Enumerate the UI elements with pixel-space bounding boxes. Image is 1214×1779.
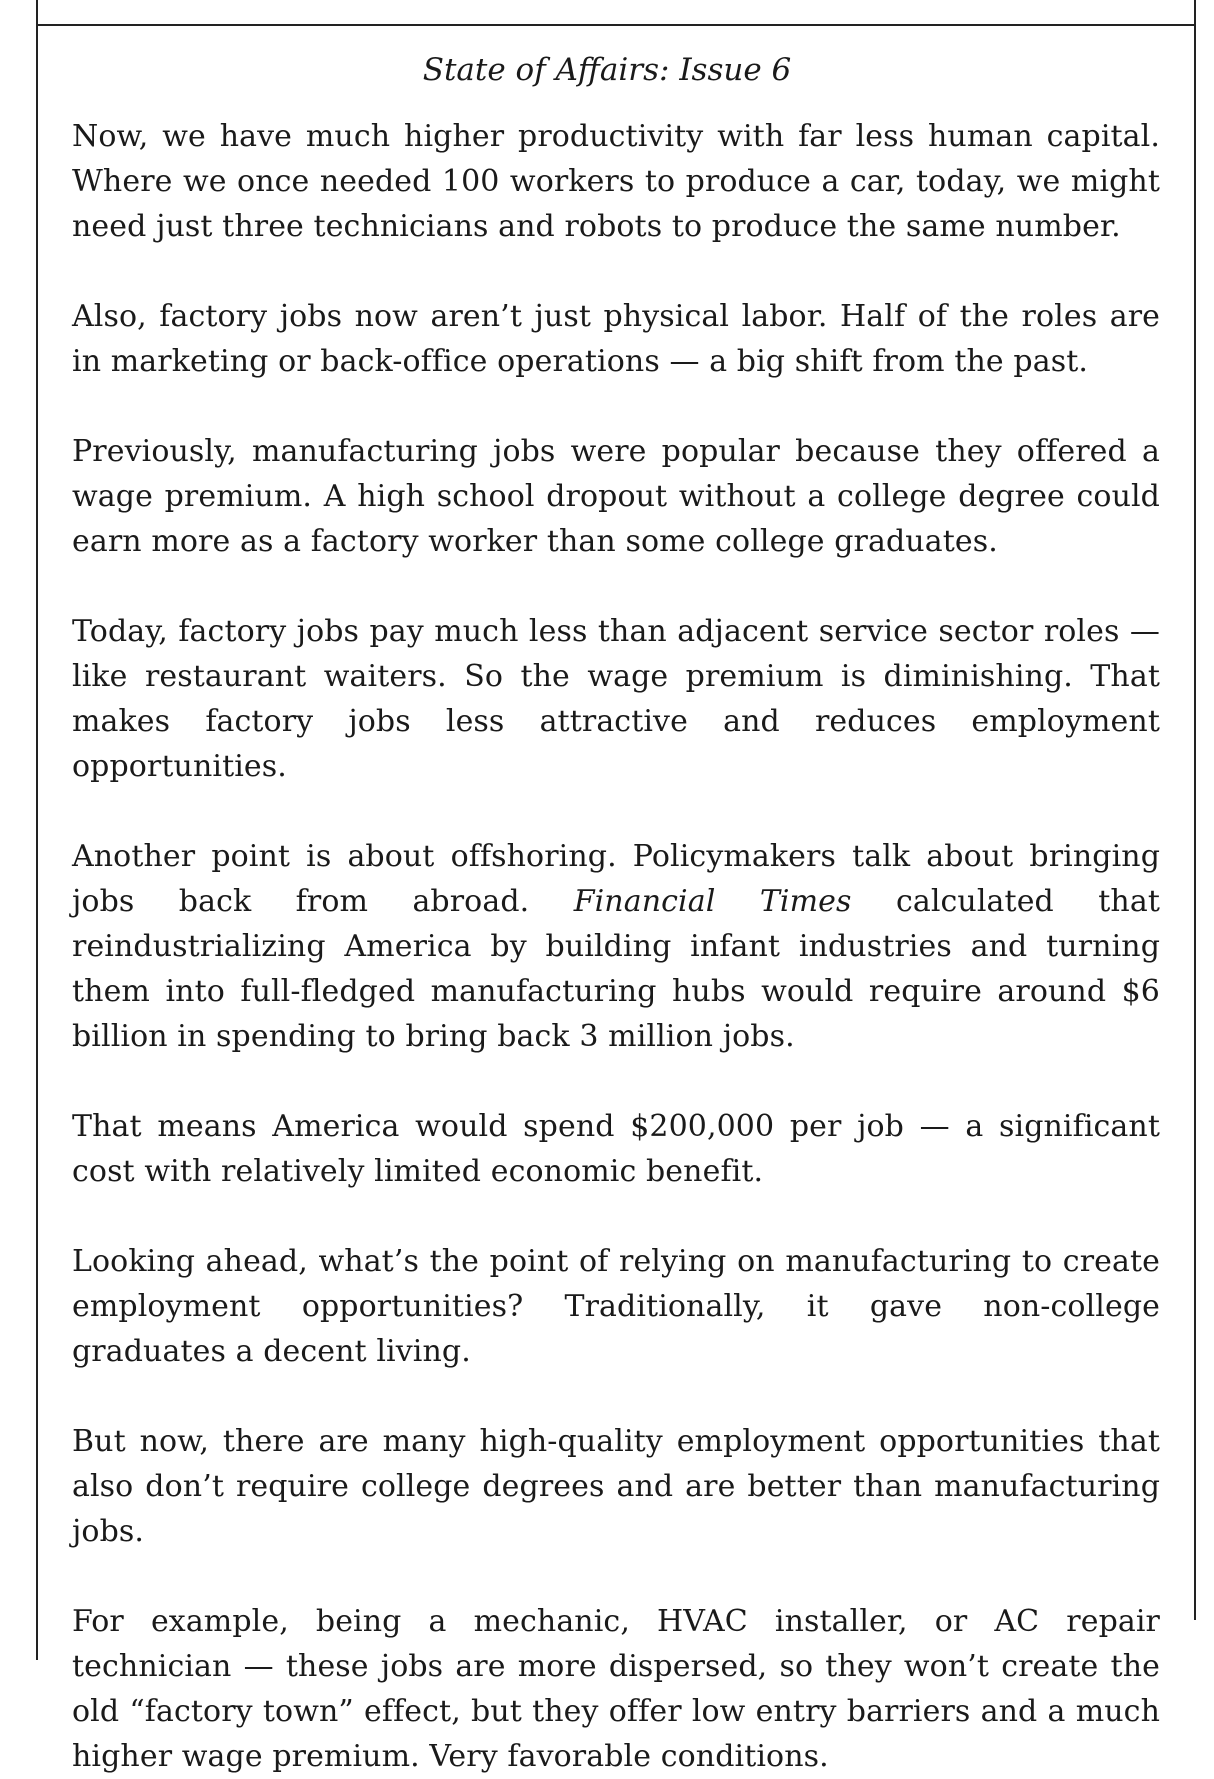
offshoring-text-start: Another point is about offshoring. Policymakers talk about bringing jobs back from abroad. xyxy=(72,839,1160,919)
paragraph-wage-premium-past: Previously, manufacturing jobs were popular because they offered a wage premium. A high school dropout without a college degree could earn more as a factory worker than some college graduates. xyxy=(72,434,1160,559)
page-title: State of Affairs: Issue 6 xyxy=(422,52,792,88)
paragraph-productivity: Now, we have much higher productivity with far less human capital. Where we once needed 100 workers to produce a car, today, we might need just three technicians and robots to produce the same number. xyxy=(72,119,1160,244)
article-body xyxy=(72,114,1160,1779)
paragraph-looking-ahead: Looking ahead, what’s the point of relying on manufacturing to create employment opportunities? Traditionally, it gave non-college graduates a decent living. xyxy=(72,1244,1160,1369)
frame-right-rule xyxy=(1194,0,1196,1620)
frame-left-rule xyxy=(36,0,38,1660)
paragraph-wage-premium-today: Today, factory jobs pay much less than adjacent service sector roles — like restaurant waiters. So the wage premium is diminishing. That makes factory jobs less attractive and reduces employment opportunities. xyxy=(72,614,1160,784)
paragraph-cost-per-job: That means America would spend $200,000 per job — a significant cost with relatively limited economic benefit. xyxy=(72,1109,1160,1189)
paragraph-alternatives: But now, there are many high-quality employment opportunities that also don’t require college degrees and are better than manufacturing jobs. xyxy=(72,1424,1160,1549)
frame-top-rule xyxy=(36,24,1196,26)
offshoring-text-end: calculated that reindustrializing America by building infant industries and turning them into full-fledged manufacturing hubs would require around $6 billion in spending to bring back 3 million jobs. xyxy=(72,884,1160,1054)
publication-name: Financial Times xyxy=(573,884,852,919)
paragraph-trade-examples: For example, being a mechanic, HVAC installer, or AC repair technician — these jobs are more dispersed, so they won’t create the old “factory town” effect, but they offer low entry barriers and a much higher wage premium. Very favorable conditions. xyxy=(72,1604,1160,1774)
paragraph-factory-roles: Also, factory jobs now aren’t just physical labor. Half of the roles are in marketing or back-office operations — a big shift from the past. xyxy=(72,299,1160,379)
paragraph-offshoring xyxy=(72,834,1160,1059)
